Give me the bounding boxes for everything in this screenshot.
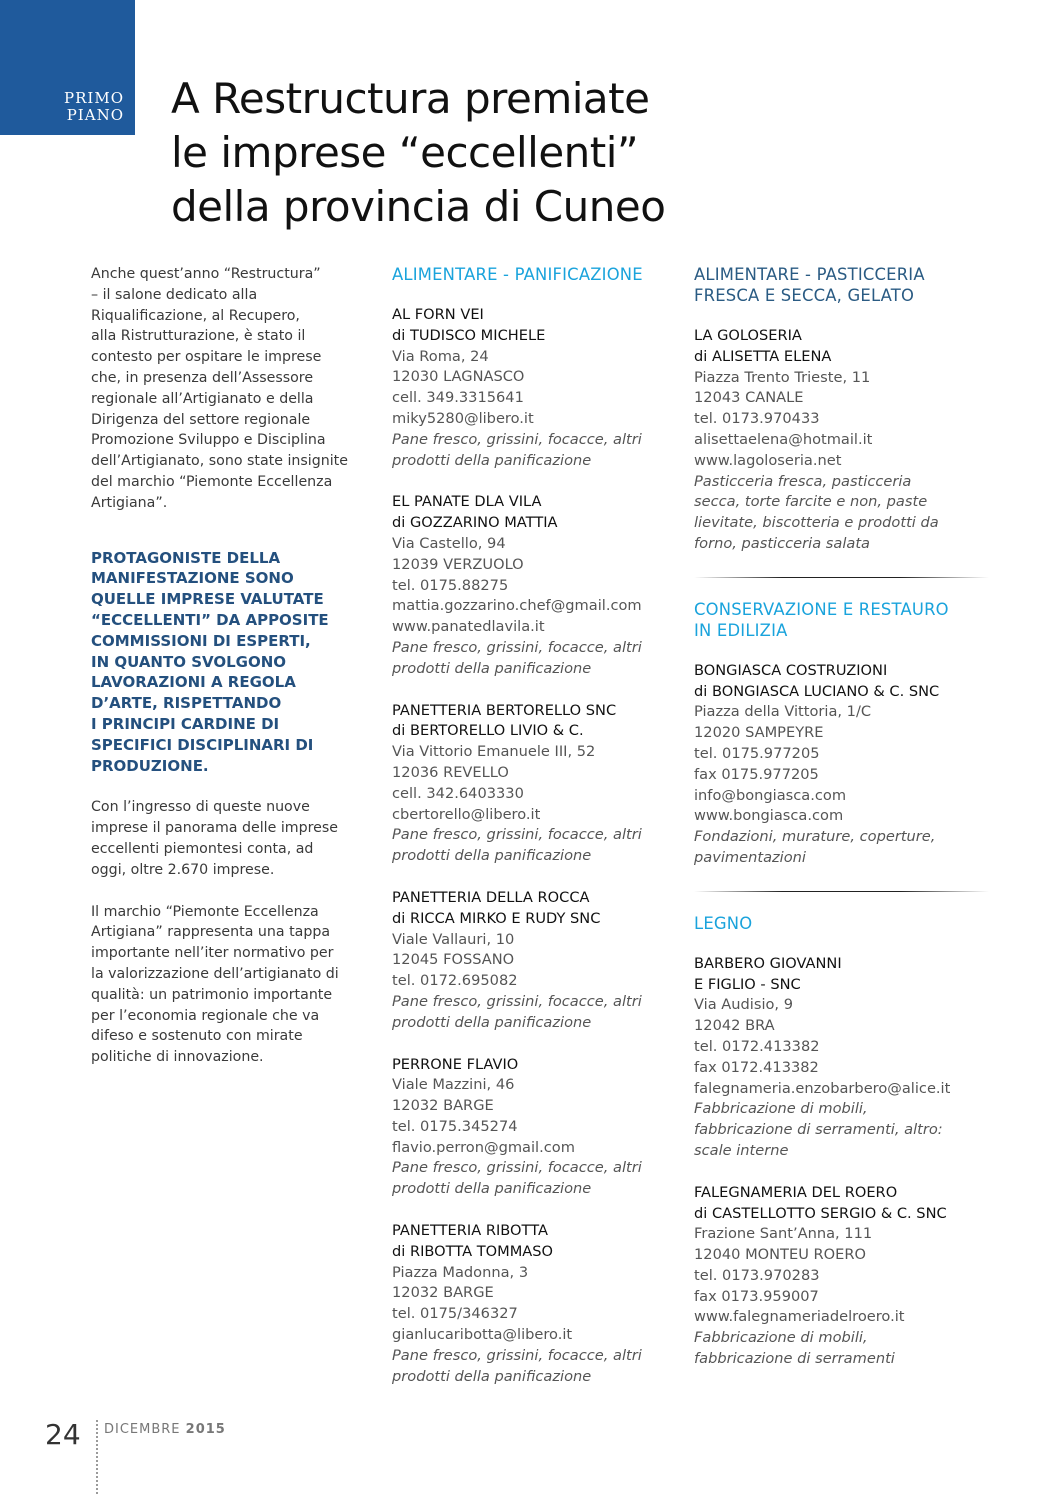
category-title: ALIMENTARE - PANIFICAZIONE — [392, 265, 643, 284]
company-detail: tel. 0172.695082 — [392, 972, 518, 990]
company-activity: prodotti della panificazione — [392, 1013, 592, 1031]
intro-p1-line: Dirigenza del settore regionale — [91, 411, 311, 428]
footer-divider — [96, 1420, 98, 1494]
intro-paragraph-1 — [91, 264, 376, 514]
company-detail: 12032 BARGE — [392, 1097, 494, 1115]
pull-quote-line: MANIFESTAZIONE SONO — [91, 569, 294, 588]
company-activity: Pane fresco, grissini, focacce, altri — [392, 826, 642, 844]
company-listing — [694, 661, 989, 869]
company-activity: Pane fresco, grissini, focacce, altri — [392, 430, 642, 448]
company-activity: Fabbricazione di mobili, — [694, 1329, 868, 1347]
company-activity: pavimentazioni — [694, 848, 806, 866]
company-listing — [392, 701, 682, 867]
company-name-line: di BERTORELLO LIVIO & C. — [392, 722, 584, 740]
company-detail: tel. 0173.970283 — [694, 1266, 820, 1284]
pull-quote-line: I PRINCIPI CARDINE DI — [91, 714, 280, 733]
intro-p3-line: qualità: un patrimonio importante — [91, 986, 333, 1003]
company-name — [392, 888, 682, 930]
pull-quote-line: PRODUZIONE. — [91, 756, 209, 775]
company-name-line: FALEGNAMERIA DEL ROERO — [694, 1183, 898, 1201]
company-detail: Via Roma, 24 — [392, 347, 489, 365]
company-detail: gianlucaribotta@libero.it — [392, 1326, 573, 1344]
intro-p2-line: Con l’ingresso di queste nuove — [91, 799, 310, 816]
company-name-line: E FIGLIO - SNC — [694, 975, 801, 993]
intro-p2-line: oggi, oltre 2.670 imprese. — [91, 861, 275, 878]
category-title-line: ALIMENTARE - PASTICCERIA — [694, 265, 925, 284]
company-activity: prodotti della panificazione — [392, 1180, 592, 1198]
section-label-line2: PIANO — [66, 106, 124, 124]
company-name-line: di ALISETTA ELENA — [694, 347, 832, 365]
company-name-line: PANETTERIA RIBOTTA — [392, 1222, 548, 1240]
company-name-line: PANETTERIA DELLA ROCCA — [392, 888, 590, 906]
company-detail: Frazione Sant’Anna, 111 — [694, 1225, 873, 1243]
company-activity: prodotti della panificazione — [392, 451, 592, 469]
intro-p3-line: importante nell’iter normativo per — [91, 945, 334, 962]
company-detail: info@bongiasca.com — [694, 786, 847, 804]
issue-year: 2015 — [185, 1422, 226, 1437]
company-detail: 12040 MONTEU ROERO — [694, 1246, 866, 1264]
company-detail: tel. 0175.88275 — [392, 576, 509, 594]
company-name — [694, 661, 989, 703]
pull-quote — [91, 548, 376, 777]
company-name-line: PERRONE FLAVIO — [392, 1055, 519, 1073]
company-activity: Pane fresco, grissini, focacce, altri — [392, 992, 642, 1010]
company-detail: tel. 0175.345274 — [392, 1117, 518, 1135]
company-detail: www.falegnameriadelroero.it — [694, 1308, 905, 1326]
intro-p3-line: la valorizzazione dell’artigianato di — [91, 965, 339, 982]
intro-p3-line: Artigiana” rappresenta una tappa — [91, 924, 331, 941]
company-listing — [694, 1183, 989, 1370]
company-name-line: di TUDISCO MICHELE — [392, 326, 546, 344]
intro-column — [91, 264, 376, 1068]
pull-quote-line: QUELLE IMPRESE VALUTATE — [91, 590, 324, 609]
company-name-line: EL PANATE DLA VILA — [392, 493, 542, 511]
company-detail: tel. 0172.413382 — [694, 1037, 820, 1055]
category-title — [694, 264, 989, 306]
company-detail: 12036 REVELLO — [392, 763, 509, 781]
company-detail: www.lagoloseria.net — [694, 451, 842, 469]
intro-p3-line: difeso e sostenuto con mirate — [91, 1028, 303, 1045]
intro-p1-line: Riqualificazione, al Recupero, — [91, 307, 300, 324]
section-tab — [0, 0, 135, 135]
company-detail: Piazza Trento Trieste, 11 — [694, 368, 871, 386]
company-detail: fax 0172.413382 — [694, 1058, 819, 1076]
company-detail: www.bongiasca.com — [694, 807, 844, 825]
company-activity: prodotti della panificazione — [392, 659, 592, 677]
intro-p1-line: che, in presenza dell’Assessore — [91, 369, 314, 386]
intro-p1-line: – il salone dedicato alla — [91, 286, 258, 303]
category-title — [694, 599, 989, 641]
company-name-line: BARBERO GIOVANNI — [694, 954, 842, 972]
category-title-line: CONSERVAZIONE E RESTAURO — [694, 599, 949, 619]
company-detail: 12030 LAGNASCO — [392, 368, 525, 386]
company-name-line: di RICCA MIRKO E RUDY SNC — [392, 909, 601, 927]
company-name-line: di GOZZARINO MATTIA — [392, 514, 558, 532]
company-name — [694, 954, 989, 996]
intro-p2-line: imprese il panorama delle imprese — [91, 820, 338, 837]
company-name-line: PANETTERIA BERTORELLO SNC — [392, 701, 617, 719]
pull-quote-line: LAVORAZIONI A REGOLA — [91, 673, 296, 692]
pull-quote-line: SPECIFICI DISCIPLINARI DI — [91, 735, 314, 754]
listings-column-2 — [392, 264, 682, 1387]
company-detail: alisettaelena@hotmail.it — [694, 430, 873, 448]
company-detail: 12039 VERZUOLO — [392, 555, 524, 573]
page-number: 24 — [45, 1418, 81, 1451]
company-detail: 12045 FOSSANO — [392, 951, 515, 969]
company-name-line: di CASTELLOTTO SERGIO & C. SNC — [694, 1204, 947, 1222]
company-name-line: LA GOLOSERIA — [694, 327, 802, 344]
section-label-line1: PRIMO — [64, 89, 124, 107]
listings-column-3 — [694, 264, 989, 1370]
headline-line2: le imprese “eccellenti” — [171, 128, 639, 177]
company-activity: Pasticceria fresca, pasticceria — [694, 472, 912, 490]
pull-quote-line: COMMISSIONI DI ESPERTI, — [91, 631, 311, 650]
company-detail: Via Vittorio Emanuele III, 52 — [392, 743, 596, 761]
pull-quote-line: “ECCELLENTI” DA APPOSITE — [91, 610, 329, 629]
company-detail: 12042 BRA — [694, 1017, 775, 1035]
intro-p3-line: politiche di innovazione. — [91, 1049, 264, 1066]
company-activity: Pane fresco, grissini, focacce, altri — [392, 638, 642, 656]
intro-p1-line: dell’Artigianato, sono state insignite — [91, 453, 348, 470]
category-title-line: IN EDILIZIA — [694, 620, 788, 640]
company-listing — [392, 492, 682, 679]
intro-paragraph-2 — [91, 797, 376, 880]
headline-line3: della provincia di Cuneo — [171, 182, 666, 231]
company-name-line: di RIBOTTA TOMMASO — [392, 1242, 554, 1260]
company-detail: Via Castello, 94 — [392, 534, 506, 552]
intro-p1-line: Anche quest’anno “Restructura” — [91, 266, 321, 282]
intro-p2-line: eccellenti piemontesi conta, ad — [91, 840, 314, 857]
company-activity: lievitate, biscotteria e prodotti da — [694, 514, 939, 532]
issue-date — [104, 1422, 226, 1437]
category-title-line: FRESCA E SECCA, GELATO — [694, 286, 915, 305]
company-detail: 12020 SAMPEYRE — [694, 724, 824, 742]
company-activity: prodotti della panificazione — [392, 1367, 592, 1385]
company-detail: Piazza della Vittoria, 1/C — [694, 703, 872, 721]
company-activity: fabbricazione di serramenti, altro: — [694, 1121, 943, 1139]
pull-quote-line: D’ARTE, RISPETTANDO — [91, 694, 282, 713]
intro-paragraph-3 — [91, 902, 376, 1068]
intro-p3-line: Il marchio “Piemonte Eccellenza — [91, 903, 319, 920]
headline — [171, 72, 1011, 234]
company-detail: cbertorello@libero.it — [392, 805, 541, 823]
company-detail: tel. 0175/346327 — [392, 1305, 518, 1323]
company-listing — [694, 326, 989, 555]
company-name — [392, 305, 682, 347]
company-name — [392, 701, 682, 743]
company-name-line: AL FORN VEI — [392, 306, 484, 323]
company-detail: tel. 0173.970433 — [694, 410, 820, 428]
company-activity: Pane fresco, grissini, focacce, altri — [392, 1159, 642, 1177]
company-detail: cell. 349.3315641 — [392, 389, 524, 407]
section-label — [64, 90, 124, 124]
company-detail: fax 0175.977205 — [694, 765, 819, 783]
company-detail: fax 0173.959007 — [694, 1287, 819, 1305]
company-detail: falegnameria.enzobarbero@alice.it — [694, 1079, 951, 1097]
company-activity: prodotti della panificazione — [392, 847, 592, 865]
company-detail: Viale Mazzini, 46 — [392, 1076, 515, 1094]
company-activity: forno, pasticceria salata — [694, 534, 870, 552]
company-activity: secca, torte farcite e non, paste — [694, 493, 928, 511]
company-activity: scale interne — [694, 1141, 789, 1159]
company-name-line: BONGIASCA COSTRUZIONI — [694, 661, 888, 679]
company-name — [392, 1055, 682, 1076]
company-name — [392, 1221, 682, 1263]
category-title: LEGNO — [694, 913, 753, 933]
intro-p1-line: contesto per ospitare le imprese — [91, 349, 322, 366]
company-detail: flavio.perron@gmail.com — [392, 1138, 575, 1156]
company-activity: Fondazioni, murature, coperture, — [694, 828, 936, 846]
intro-p1-line: regionale all’Artigianato e della — [91, 390, 314, 407]
company-listing — [392, 888, 682, 1034]
company-detail: Piazza Madonna, 3 — [392, 1263, 529, 1281]
company-activity: Fabbricazione di mobili, — [694, 1100, 868, 1118]
intro-p3-line: per l’economia regionale che va — [91, 1007, 320, 1024]
company-listing — [694, 954, 989, 1162]
company-name — [694, 1183, 989, 1225]
section-divider — [694, 891, 989, 892]
company-detail: www.panatedlavila.it — [392, 618, 545, 636]
company-detail: 12032 BARGE — [392, 1284, 494, 1302]
company-detail: 12043 CANALE — [694, 389, 804, 407]
company-listing — [392, 1221, 682, 1387]
company-name — [694, 326, 989, 368]
company-listing — [392, 305, 682, 471]
intro-p1-line: Artigiana”. — [91, 494, 168, 511]
company-detail: tel. 0175.977205 — [694, 744, 820, 762]
company-activity: fabbricazione di serramenti — [694, 1350, 895, 1368]
company-detail: Via Audisio, 9 — [694, 996, 793, 1014]
company-detail: cell. 342.6403330 — [392, 784, 524, 802]
pull-quote-line: IN QUANTO SVOLGONO — [91, 652, 287, 671]
intro-p1-line: Promozione Sviluppo e Disciplina — [91, 432, 326, 449]
intro-p1-line: alla Ristrutturazione, è stato il — [91, 328, 306, 345]
company-listing — [392, 1055, 682, 1201]
company-detail: Viale Vallauri, 10 — [392, 930, 515, 948]
pull-quote-line: PROTAGONISTE DELLA — [91, 548, 281, 567]
section-divider — [694, 577, 989, 578]
company-detail: mattia.gozzarino.chef@gmail.com — [392, 597, 642, 615]
company-name-line: di BONGIASCA LUCIANO & C. SNC — [694, 682, 940, 700]
intro-p1-line: del marchio “Piemonte Eccellenza — [91, 473, 333, 490]
issue-month: DICEMBRE — [104, 1422, 181, 1437]
company-detail: miky5280@libero.it — [392, 409, 534, 427]
company-name — [392, 492, 682, 534]
headline-line1: A Restructura premiate — [171, 74, 650, 123]
company-activity: Pane fresco, grissini, focacce, altri — [392, 1346, 642, 1364]
